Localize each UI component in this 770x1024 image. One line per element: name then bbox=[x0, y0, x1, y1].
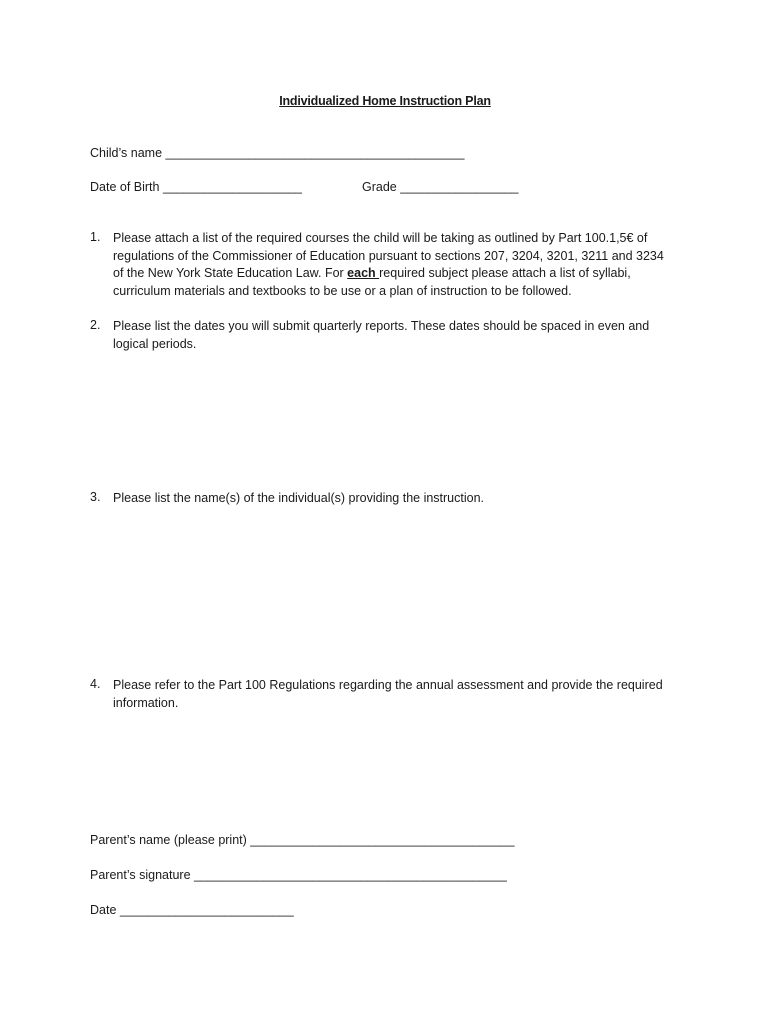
item-text: Please list the name(s) of the individual(s) providing the instruction. bbox=[113, 491, 485, 505]
item-number: 1. bbox=[90, 230, 101, 244]
item-text bbox=[113, 230, 670, 300]
child-name-field: Child’s name ___________________________________________ bbox=[90, 146, 465, 160]
date-of-birth-field: Date of Birth ____________________ bbox=[90, 180, 302, 194]
instruction-item-4 bbox=[90, 677, 670, 712]
parent-signature-field: Parent’s signature _____________________________________________ bbox=[90, 868, 507, 882]
item-text-part: required subject please attach a list of syllabi, curriculum materials and textbooks to be use or a plan of instruction to be followed. bbox=[113, 266, 631, 298]
parent-name-field: Parent’s name (please print) ______________________________________ bbox=[90, 833, 515, 847]
item-text-part: Please attach a list of the required courses the child will be taking as outlined by Part 100.1,5€ of regulations of the Commissioner of Education pursuant to sections 207, 3204, 3201, 3211 and 3234 of the New York State Education Law. For bbox=[113, 231, 664, 280]
item-number: 4. bbox=[90, 677, 101, 691]
date-field: Date _________________________ bbox=[90, 903, 294, 917]
item-number: 3. bbox=[90, 490, 101, 504]
instruction-item-2 bbox=[90, 318, 670, 353]
item-text: Please refer to the Part 100 Regulations regarding the annual assessment and provide the required information. bbox=[113, 678, 663, 710]
instruction-item-3 bbox=[90, 490, 670, 508]
document-title: Individualized Home Instruction Plan bbox=[279, 94, 491, 108]
grade-field: Grade _________________ bbox=[362, 180, 519, 194]
item-text: Please list the dates you will submit quarterly reports. These dates should be spaced in even and logical periods. bbox=[113, 319, 650, 351]
instruction-item-1 bbox=[90, 230, 670, 300]
item-number: 2. bbox=[90, 318, 101, 332]
item-emphasis: each bbox=[347, 266, 380, 280]
